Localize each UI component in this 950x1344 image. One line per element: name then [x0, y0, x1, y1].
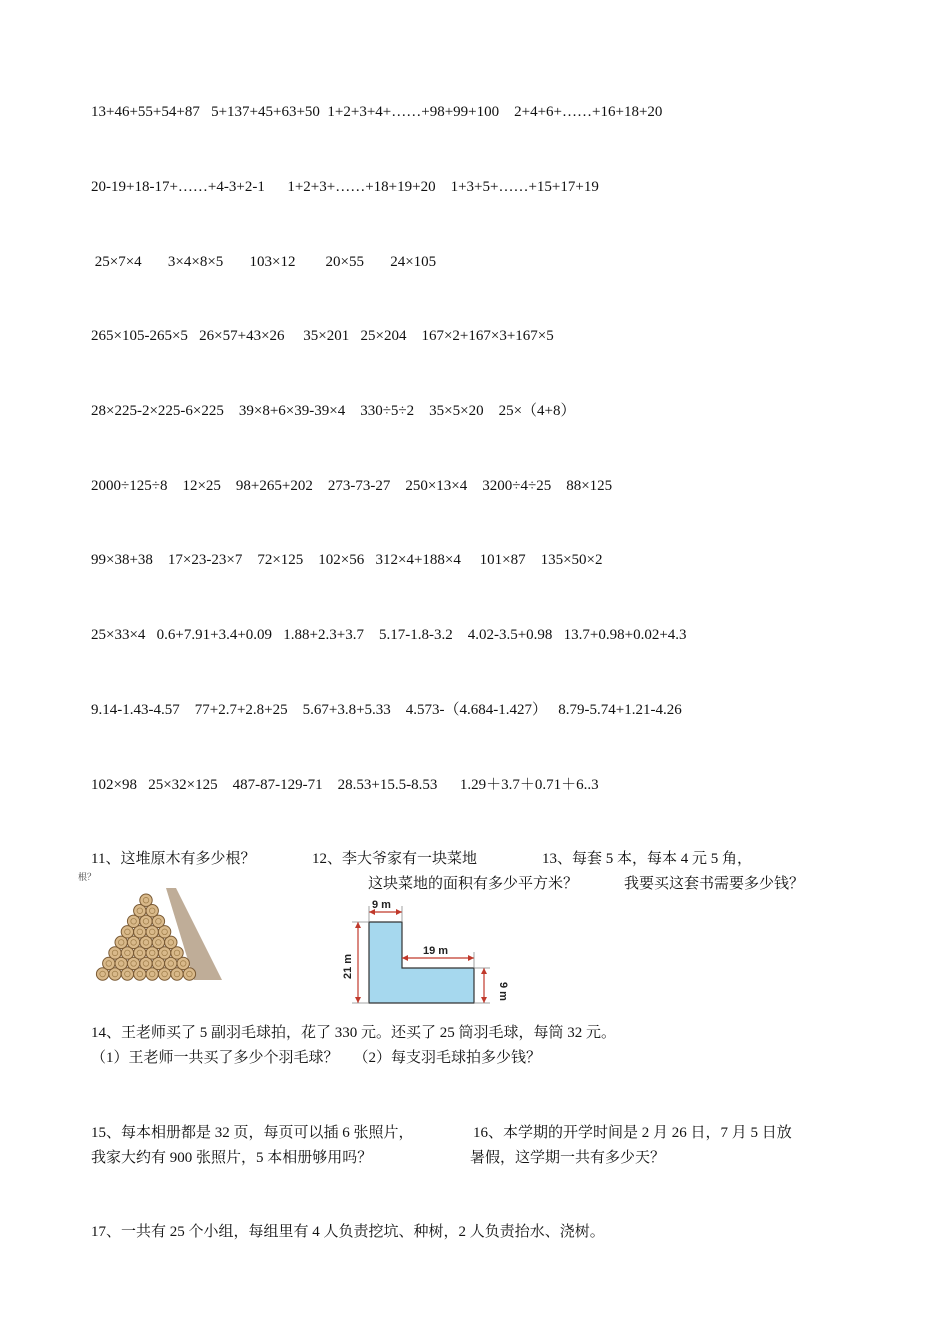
problem-14-line-1: 14、王老师买了 5 副羽毛球拍，花了 330 元。还买了 25 筒羽毛球，每筒 32 元。	[91, 1025, 617, 1041]
expression-line-5: 28×225-2×225-6×225 39×8+6×39-39×4 330÷5÷2 35×5×20 25×（4+8）	[91, 403, 576, 419]
expression-line-9: 9.14-1.43-4.57 77+2.7+2.8+25 5.67+3.8+5.33 4.573-（4.684-1.427） 8.79-5.74+1.21-4.26	[91, 702, 682, 718]
log-pile-image	[76, 870, 228, 990]
expression-line-1: 13+46+55+54+87 5+137+45+63+50 1+2+3+4+……+98+99+100 2+4+6+……+16+18+20	[91, 104, 663, 120]
right-height-label: 9 m	[497, 982, 509, 1001]
problem-13-line-2: 我要买这套书需要多少钱？	[624, 876, 805, 892]
problem-13-line-1: 13、每套 5 本，每本 4 元 5 角，	[542, 851, 753, 867]
problem-11: 11、这堆原木有多少根？	[91, 851, 256, 867]
expression-line-7: 99×38+38 17×23-23×7 72×125 102×56 312×4+188×4 101×87 135×50×2	[91, 552, 603, 568]
problem-17: 17、一共有 25 个小组，每组里有 4 人负责挖坑、种树，2 人负责抬水、浇树。	[91, 1224, 605, 1240]
middle-width-label: 19 m	[423, 945, 449, 957]
problem-12-line-1: 12、李大爷家有一块菜地	[312, 851, 478, 867]
expression-line-6: 2000÷125÷8 12×25 98+265+202 273-73-27 250×13×4 3200÷4÷25 88×125	[91, 478, 613, 494]
expression-line-3: 25×7×4 3×4×8×5 103×12 20×55 24×105	[91, 254, 437, 270]
problem-16-line-2: 暑假，这学期一共有多少天？	[470, 1150, 666, 1166]
problem-16-line-1: 16、本学期的开学时间是 2 月 26 日，7 月 5 日放	[473, 1125, 792, 1141]
expression-line-10: 102×98 25×32×125 487-87-129-71 28.53+15.5-8.53 1.29＋3.7＋0.71＋6..3	[91, 777, 599, 793]
l-shape-region	[369, 922, 474, 1003]
expression-line-8: 25×33×4 0.6+7.91+3.4+0.09 1.88+2.3+3.7 5.17-1.8-3.2 4.02-3.5+0.98 13.7+0.98+0.02+4.3	[91, 627, 687, 643]
left-height-label: 21 m	[342, 953, 354, 979]
problem-15-line-2: 我家大约有 900 张照片，5 本相册够用吗？	[91, 1150, 373, 1166]
problem-12-line-2: 这块菜地的面积有多少平方米？	[368, 876, 579, 892]
top-width-label: 9 m	[372, 899, 391, 911]
expression-line-2: 20-19+18-17+……+4-3+2-1 1+2+3+……+18+19+20 1+3+5+……+15+17+19	[91, 179, 599, 195]
l-shape-figure	[336, 894, 512, 1010]
expression-line-4: 265×105-265×5 26×57+43×26 35×201 25×204 167×2+167×3+167×5	[91, 328, 554, 344]
problem-14-line-2: （1）王老师一共买了多少个羽毛球？ （2）每支羽毛球拍多少钱？	[91, 1050, 542, 1066]
problem-15-line-1: 15、每本相册都是 32 页，每页可以插 6 张照片，	[91, 1125, 414, 1141]
log-image-label: 根？	[78, 872, 97, 882]
